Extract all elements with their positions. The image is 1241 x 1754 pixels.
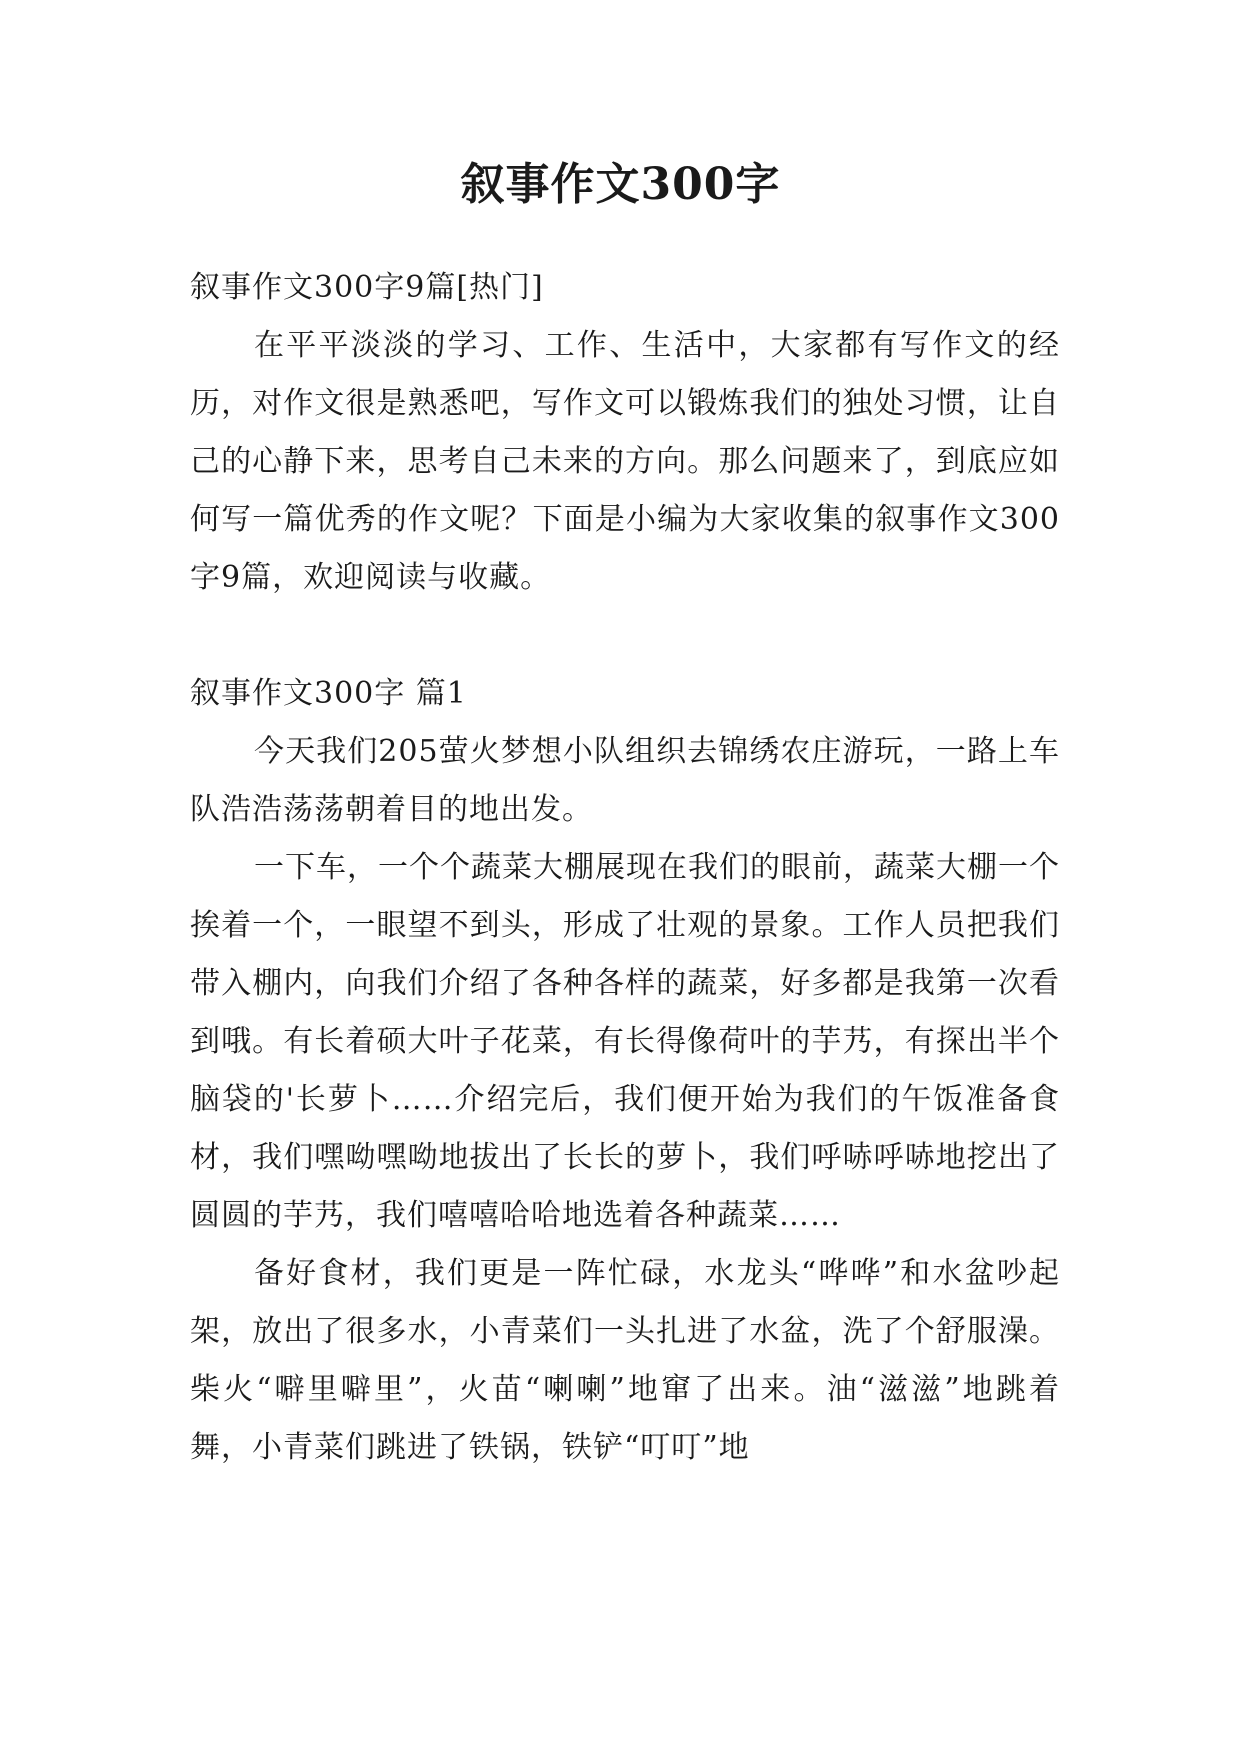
section-spacer bbox=[190, 607, 1060, 665]
body-paragraph: 一下车，一个个蔬菜大棚展现在我们的眼前，蔬菜大棚一个挨着一个，一眼望不到头，形成了壮观的景象。工作人员把我们带入棚内，向我们介绍了各种各样的蔬菜，好多都是我第一次看到哦。有长着硕大叶子花菜，有长得像荷叶的芋艿，有探出半个脑袋的'长萝卜……介绍完后，我们便开始为我们的午饭准备食材，我们嘿呦嘿呦地拔出了长长的萝卜，我们呼哧呼哧地挖出了圆圆的芋艿，我们嘻嘻哈哈地选着各种蔬菜…… bbox=[190, 850, 1060, 1233]
intro-paragraph: 在平平淡淡的学习、工作、生活中，大家都有写作文的经历，对作文很是熟悉吧，写作文可以锻炼我们的独处习惯，让自己的心静下来，思考自己未来的方向。那么问题来了，到底应如何写一篇优秀的作文呢？下面是小编为大家收集的叙事作文300字9篇，欢迎阅读与收藏。 bbox=[190, 328, 1060, 595]
document-subtitle: 叙事作文300字9篇[热门] bbox=[190, 270, 544, 305]
section-heading: 叙事作文300字 篇1 bbox=[190, 676, 467, 711]
body-paragraph: 今天我们205萤火梦想小队组织去锦绣农庄游玩，一路上车队浩浩荡荡朝着目的地出发。 bbox=[190, 734, 1060, 827]
body-paragraph: 备好食材，我们更是一阵忙碌，水龙头“哗哗”和水盆吵起架，放出了很多水，小青菜们一头扎进了水盆，洗了个舒服澡。柴火“噼里噼里”，火苗“喇喇”地窜了出来。油“滋滋”地跳着舞，小青菜们跳进了铁锅，铁铲“叮叮”地 bbox=[190, 1256, 1060, 1465]
document-body bbox=[190, 259, 1060, 1477]
document-title: 叙事作文300字 bbox=[460, 159, 781, 210]
